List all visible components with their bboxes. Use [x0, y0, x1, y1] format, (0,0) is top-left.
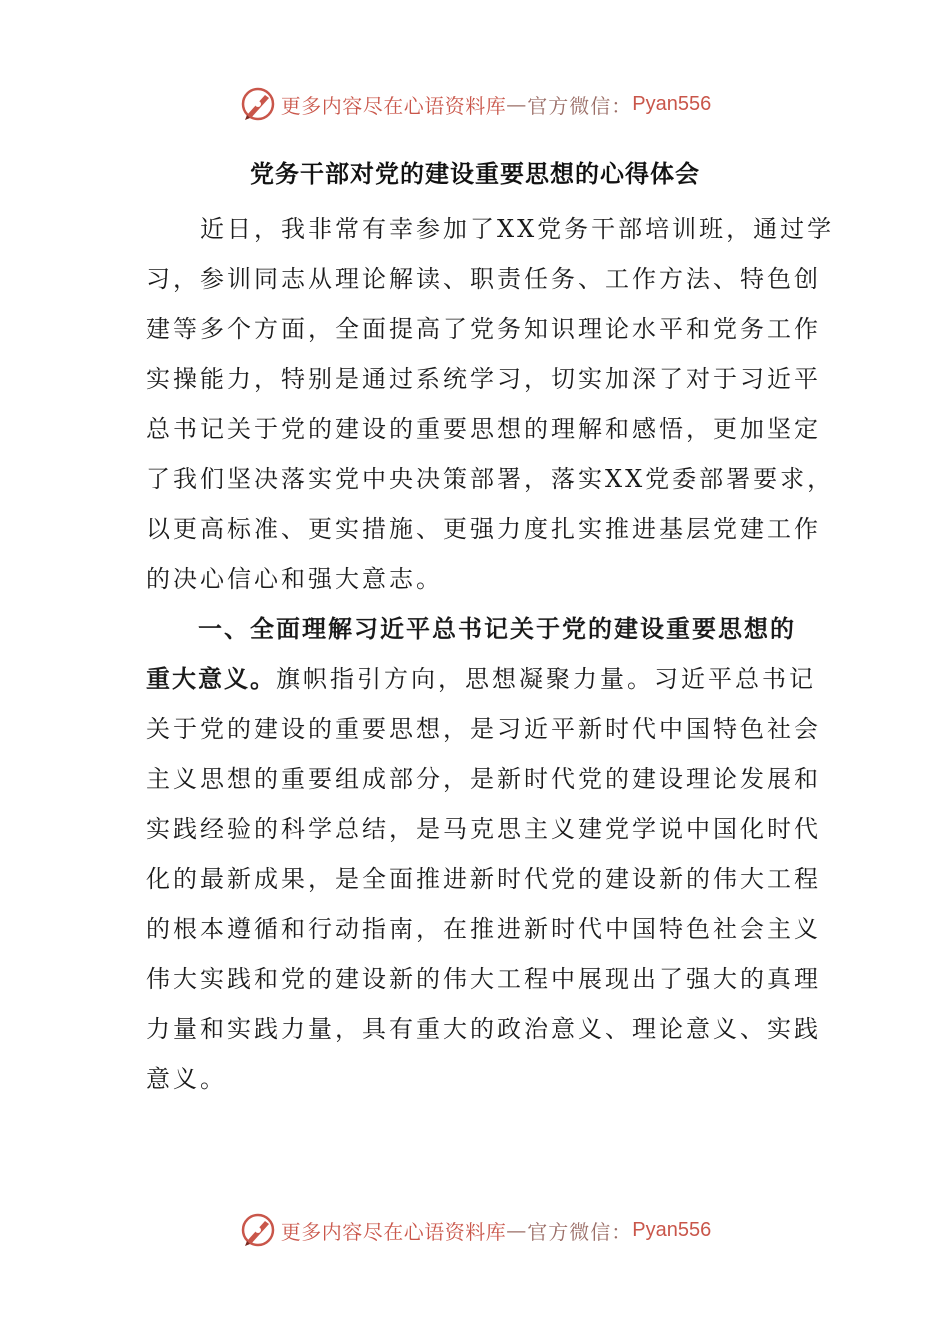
- document-title: 党务干部对党的建设重要思想的心得体会: [250, 159, 700, 188]
- intro-paragraph: [146, 204, 835, 604]
- paragraph-line: 实践经验的科学总结，是马克思主义建党学说中国化时代: [146, 815, 821, 843]
- section-heading-end: 重大意义。: [146, 664, 276, 693]
- paragraph-line: 近日，我非常有幸参加了XX党务干部培训班，通过学: [146, 215, 835, 243]
- pen-logo-icon: [239, 85, 277, 123]
- paragraph-line: 的根本遵循和行动指南，在推进新时代中国特色社会主义: [146, 915, 821, 943]
- paragraph-line: 习，参训同志从理论解读、职责任务、工作方法、特色创: [146, 265, 821, 293]
- paragraph-line: 力量和实践力量，具有重大的政治意义、理论意义、实践: [146, 1015, 821, 1043]
- section-heading: 一、全面理解习近平总书记关于党的建设重要思想的: [146, 614, 796, 643]
- wechat-label: 官方微信：: [527, 1219, 633, 1244]
- paragraph-line: 以更高标准、更实措施、更强力度扎实推进基层党建工作: [146, 515, 821, 543]
- paragraph-line: 关于党的建设的重要思想，是习近平新时代中国特色社会: [146, 715, 821, 743]
- paragraph-line: 的决心信心和强大意志。: [146, 565, 443, 593]
- header-banner: [0, 82, 950, 126]
- paragraph-line: 意义。: [146, 1065, 227, 1093]
- wechat-id: Pyan556: [632, 1218, 712, 1241]
- brand-text: 更多内容尽在心语资料库: [280, 93, 507, 118]
- paragraph-line: 建等多个方面，全面提高了党务知识理论水平和党务工作: [146, 315, 821, 343]
- pen-logo-icon: [239, 1211, 277, 1249]
- footer-banner: [0, 1208, 950, 1252]
- paragraph-line: 了我们坚决落实党中央决策部署，落实XX党委部署要求，: [146, 465, 835, 493]
- wechat-label: 官方微信：: [527, 93, 633, 118]
- paragraph-line: 实操能力，特别是通过系统学习，切实加深了对于习近平: [146, 365, 821, 393]
- brand-text: 更多内容尽在心语资料库: [280, 1219, 507, 1244]
- brand-dash: —: [506, 92, 528, 116]
- paragraph-line: 主义思想的重要组成部分，是新时代党的建设理论发展和: [146, 765, 821, 793]
- paragraph-line: 化的最新成果，是全面推进新时代党的建设新的伟大工程: [146, 865, 821, 893]
- wechat-id: Pyan556: [632, 92, 712, 115]
- paragraph-line: [146, 654, 816, 704]
- paragraph-line: 伟大实践和党的建设新的伟大工程中展现出了强大的真理: [146, 965, 821, 993]
- brand-dash: —: [506, 1218, 528, 1242]
- section-one-paragraph: [146, 604, 821, 1104]
- paragraph-line-rest: 旗帜指引方向，思想凝聚力量。习近平总书记: [276, 665, 816, 693]
- paragraph-line: 总书记关于党的建设的重要思想的理解和感悟，更加坚定: [146, 415, 821, 443]
